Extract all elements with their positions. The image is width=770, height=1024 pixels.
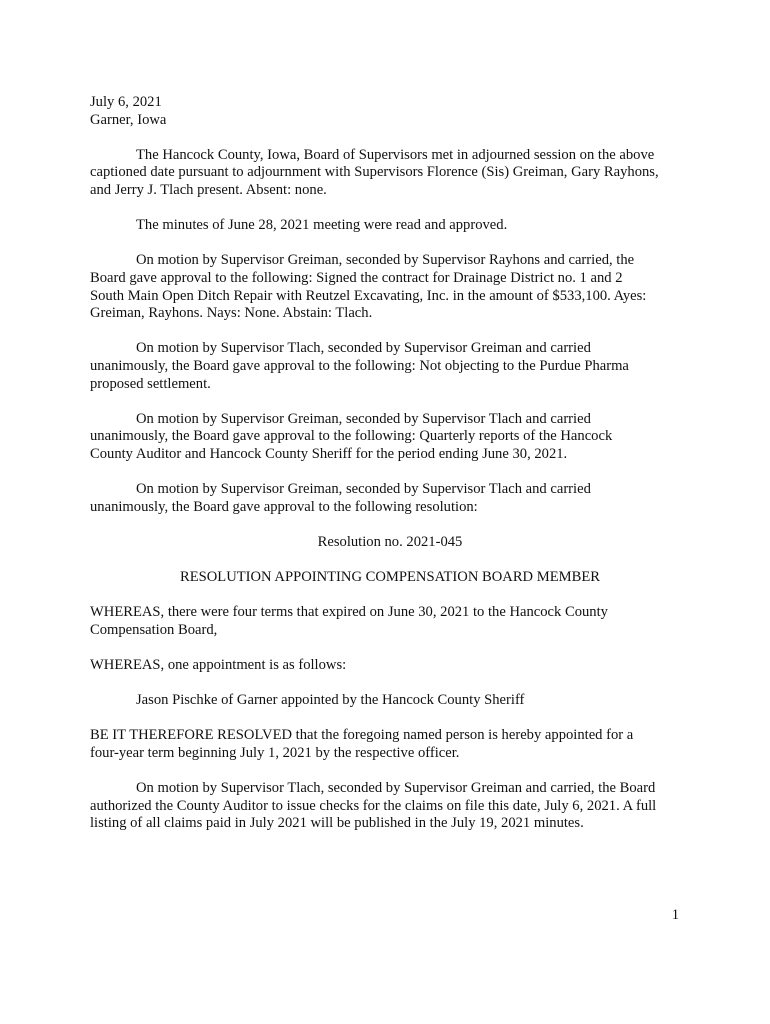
text-line: On motion by Supervisor Tlach, seconded by Supervisor Greiman and carried, the Board	[136, 780, 656, 797]
paragraph-resolution-motion	[90, 481, 690, 516]
paragraph-quarterly-reports	[90, 411, 690, 464]
paragraph-whereas-appointment	[90, 657, 690, 675]
text-line: and Jerry J. Tlach present. Absent: none.	[90, 181, 327, 198]
document-header	[90, 94, 690, 129]
text-line: four-year term beginning July 1, 2021 by the respective officer.	[90, 744, 460, 761]
text-line: Jason Pischke of Garner appointed by the Hancock County Sheriff	[136, 692, 525, 709]
text-line: proposed settlement.	[90, 375, 211, 392]
resolution-number	[90, 534, 690, 552]
resolution-title-text: RESOLUTION APPOINTING COMPENSATION BOARD MEMBER	[179, 569, 600, 586]
text-line: On motion by Supervisor Greiman, seconded by Supervisor Tlach and carried	[136, 481, 591, 498]
text-line: On motion by Supervisor Greiman, seconded by Supervisor Rayhons and carried, the	[136, 252, 635, 269]
text-line: unanimously, the Board gave approval to the following: Quarterly reports of the Hancock	[90, 428, 613, 445]
text-line: unanimously, the Board gave approval to the following: Not objecting to the Purdue Pharma	[90, 357, 629, 374]
resolution-number-text: Resolution no. 2021-045	[317, 533, 463, 550]
document-body	[90, 94, 690, 851]
paragraph-resolved	[90, 727, 690, 762]
paragraph-purdue-settlement	[90, 340, 690, 393]
meeting-date: July 6, 2021	[90, 94, 162, 110]
text-line: authorized the County Auditor to issue checks for the claims on file this date, July 6, 2021. A full	[90, 797, 657, 814]
paragraph-drainage-contract	[90, 252, 690, 322]
resolution-title	[90, 569, 690, 587]
text-line: WHEREAS, there were four terms that expired on June 30, 2021 to the Hancock County	[90, 604, 608, 621]
paragraph-minutes-approved	[90, 217, 690, 235]
text-line: Board gave approval to the following: Signed the contract for Drainage District no. 1 and 2	[90, 269, 623, 286]
text-line: Greiman, Rayhons. Nays: None. Abstain: Tlach.	[90, 305, 373, 322]
text-line: unanimously, the Board gave approval to the following resolution:	[90, 498, 478, 515]
text-line: On motion by Supervisor Greiman, seconded by Supervisor Tlach and carried	[136, 410, 591, 427]
text-line: listing of all claims paid in July 2021 will be published in the July 19, 2021 minutes.	[90, 815, 584, 832]
text-line: On motion by Supervisor Tlach, seconded by Supervisor Greiman and carried	[136, 340, 591, 357]
paragraph-session-intro	[90, 147, 690, 200]
paragraph-claims	[90, 780, 690, 833]
text-line: captioned date pursuant to adjournment with Supervisors Florence (Sis) Greiman, Gary Rayhons,	[90, 164, 659, 181]
text-line: WHEREAS, one appointment is as follows:	[90, 657, 347, 673]
page-number: 1	[671, 907, 679, 923]
meeting-location: Garner, Iowa	[90, 111, 167, 128]
text-line: The minutes of June 28, 2021 meeting were read and approved.	[136, 217, 508, 234]
text-line: BE IT THEREFORE RESOLVED that the foregoing named person is hereby appointed for a	[90, 727, 634, 744]
text-line: County Auditor and Hancock County Sheriff for the period ending June 30, 2021.	[90, 445, 568, 462]
paragraph-whereas-terms	[90, 604, 690, 639]
paragraph-appointee	[90, 692, 690, 710]
text-line: South Main Open Ditch Repair with Reutzel Excavating, Inc. in the amount of $533,100. Ayes:	[90, 287, 647, 304]
text-line: The Hancock County, Iowa, Board of Supervisors met in adjourned session on the above	[136, 146, 655, 163]
text-line: Compensation Board,	[90, 621, 218, 638]
